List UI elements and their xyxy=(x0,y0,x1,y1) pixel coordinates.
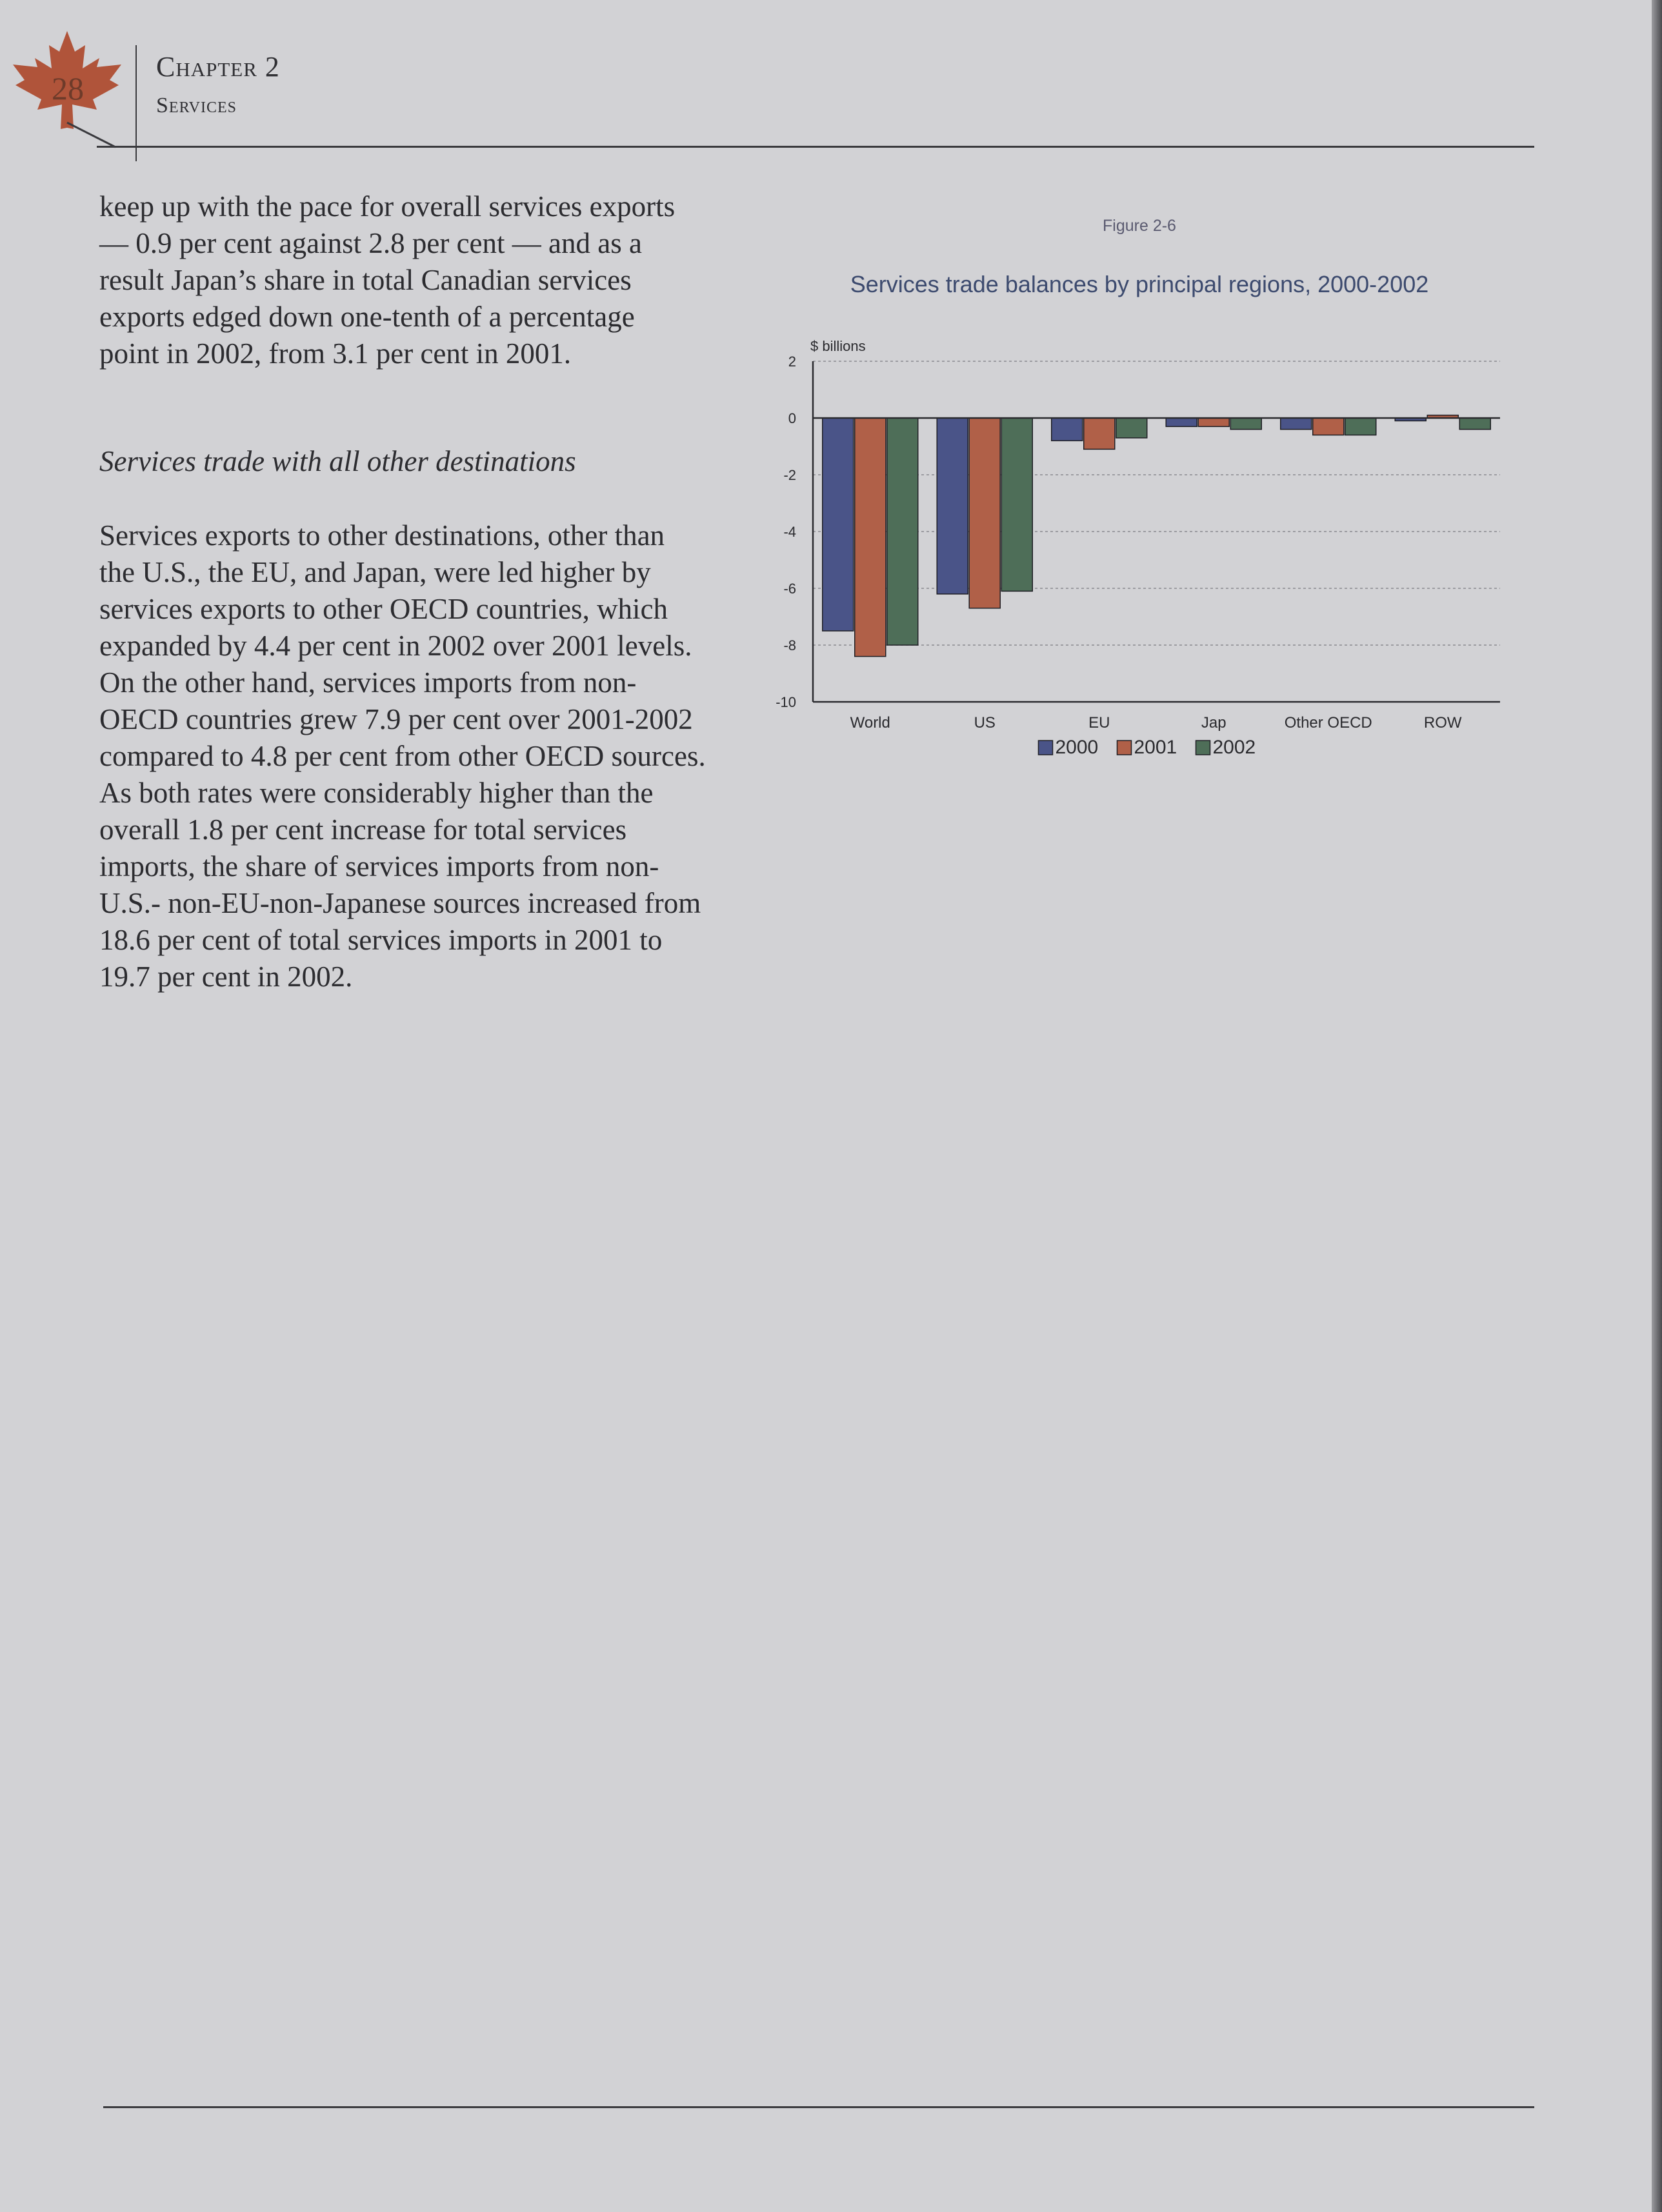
x-tick-label: Jap xyxy=(1201,714,1226,732)
chapter-title: Chapter 2 xyxy=(156,51,280,83)
bar-2000-eu xyxy=(1052,418,1083,441)
bar-2002-jap xyxy=(1230,418,1261,430)
body-text-column xyxy=(99,188,764,995)
bar-2001-jap xyxy=(1198,418,1229,426)
page-number: 28 xyxy=(52,70,84,106)
bar-2000-us xyxy=(937,418,968,594)
x-tick-label: EU xyxy=(1088,714,1110,732)
bar-2002-world xyxy=(887,418,918,645)
legend-swatch-2002 xyxy=(1196,741,1210,755)
x-tick-label: Other OECD xyxy=(1284,714,1372,732)
subheading: Services trade with all other destinations xyxy=(99,445,576,477)
bar-2000-jap xyxy=(1166,418,1197,426)
page-edge-shadow xyxy=(1652,0,1662,2212)
bar-2002-row xyxy=(1459,418,1490,430)
x-tick-label: ROW xyxy=(1423,714,1462,732)
figure-label: Figure 2-6 xyxy=(1103,217,1176,235)
bar-2002-us xyxy=(1001,418,1032,591)
legend-swatch-2000 xyxy=(1039,741,1053,755)
y-tick-label: 2 xyxy=(788,354,796,370)
y-tick-label: -6 xyxy=(783,581,796,597)
y-tick-label: -4 xyxy=(783,524,796,540)
bar-2001-world xyxy=(855,418,886,657)
y-tick-label: -8 xyxy=(783,637,796,653)
bar-2002-other-oecd xyxy=(1345,418,1376,435)
paragraph: keep up with the pace for overall services exports — 0.9 per cent against 2.8 per cent — and as a result Japan’s share in total Canadian services exports edged down one-tenth of a percentage point in 2002, from 3.1 per cent in 2001. xyxy=(99,190,676,370)
section-title: Services xyxy=(156,94,237,117)
y-tick-label: 0 xyxy=(788,410,796,426)
y-tick-label: -2 xyxy=(783,467,796,483)
legend-label-2002: 2002 xyxy=(1212,737,1256,758)
footer-rule xyxy=(103,2106,1534,2108)
paragraph: Services exports to other destinations, other than the U.S., the EU, and Japan, were led higher by services exports to other OECD countries, which expanded by 4.4 per cent in 2002 over 2001 levels. On the other hand, services imports from non- OECD countries grew 7.9 per cent over 2001-2002 compared to 4.8 per cent from other OECD sources. As both rates were considerably higher than the overall 1.8 per cent increase for total services imports, the share of services imports from non- U.S.- non-EU-non-Japanese sources increased from 18.6 per cent of total services imports in 2001 to 19.7 per cent in 2002. xyxy=(99,519,706,993)
bar-2000-other-oecd xyxy=(1281,418,1312,430)
y-tick-label: -10 xyxy=(776,694,796,710)
x-tick-label: US xyxy=(974,714,996,732)
bars xyxy=(823,415,1491,657)
header-rule xyxy=(97,146,1534,148)
header-divider xyxy=(135,45,137,161)
bar-2001-eu xyxy=(1084,418,1115,449)
bar-2002-eu xyxy=(1116,418,1147,438)
bar-2001-us xyxy=(969,418,1000,608)
legend-label-2000: 2000 xyxy=(1055,737,1099,758)
bar-chart xyxy=(755,323,1516,787)
chart-title: Services trade balances by principal regions, 2000-2002 xyxy=(850,271,1429,297)
legend-swatch-2001 xyxy=(1117,741,1132,755)
bar-2001-other-oecd xyxy=(1313,418,1344,435)
bar-2000-world xyxy=(823,418,854,631)
legend xyxy=(1039,737,1256,758)
x-tick-label: World xyxy=(850,714,890,732)
legend-label-2001: 2001 xyxy=(1134,737,1177,758)
y-axis-label: $ billions xyxy=(810,338,866,354)
